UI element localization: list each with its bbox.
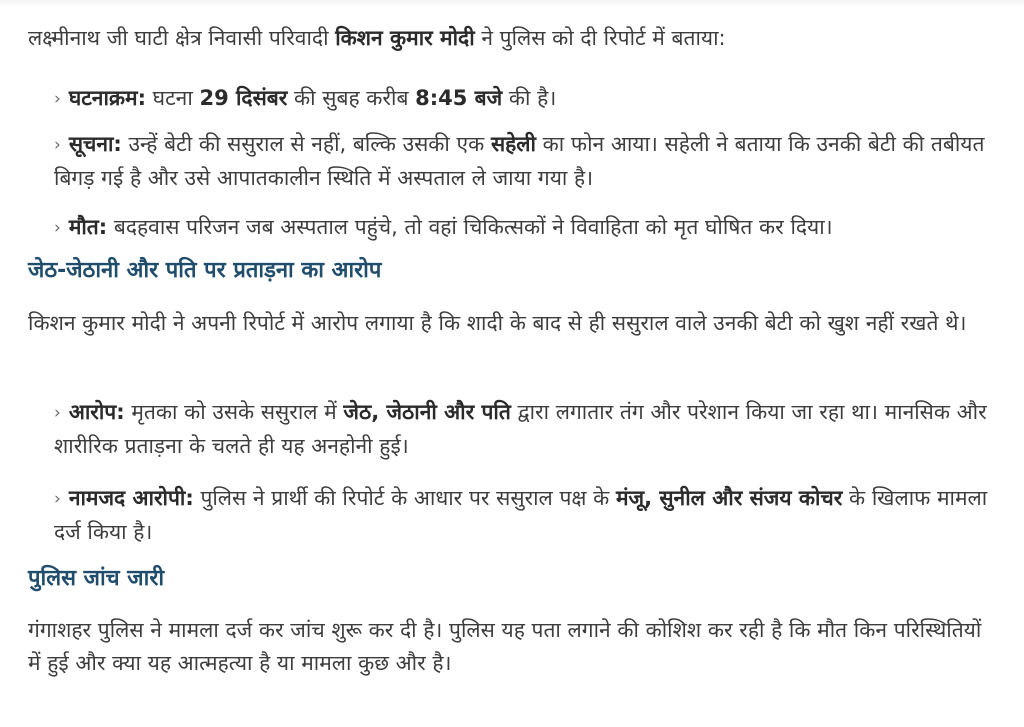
info-friend: सहेली: [490, 132, 536, 156]
info-label: सूचना:: [68, 132, 122, 156]
accused-text-2: के खिलाफ मामला दर्ज किया है।: [54, 486, 988, 544]
bullet-death: [54, 211, 994, 245]
section-heading-allegations: जेठ-जेठानी और पति पर प्रताड़ना का आरोप: [28, 258, 382, 283]
bullet-marker-icon: ›: [54, 218, 61, 238]
timeline-date: 29 दिसंबर: [199, 86, 288, 110]
timeline-text-2: की सुबह करीब: [287, 86, 416, 110]
investigation-paragraph: गंगाशहर पुलिस ने मामला दर्ज कर जांच शुरू कर दी है। पुलिस यह पता लगाने की कोशिश कर रही है कि मौत किन परिस्थितियों में हुई और क्या यह आत्महत्या है या मामला कुछ और है।: [28, 618, 982, 675]
intro-text-2: ने पुलिस को दी रिपोर्ट में बताया:: [474, 26, 726, 50]
allegation-paragraph: किशन कुमार मोदी ने अपनी रिपोर्ट में आरोप लगाया है कि शादी के बाद से ही ससुराल वाले उनकी बेटी को खुश नहीं रखते थे।: [28, 311, 967, 335]
intro-paragraph: [28, 22, 996, 55]
bullet-marker-icon: ›: [54, 89, 61, 109]
section-heading-investigation: पुलिस जांच जारी: [28, 566, 165, 591]
complainant-name: किशन कुमार मोदी: [335, 26, 475, 50]
allegation-label: आरोप:: [68, 400, 125, 424]
timeline-text-1: घटना: [146, 86, 200, 110]
accused-names: मंजू, सुनील और संजय कोचर: [615, 486, 843, 510]
intro-text-1: लक्ष्मीनाथ जी घाटी क्षेत्र निवासी परिवादी: [28, 26, 336, 50]
accused-label: नामजद आरोपी:: [68, 486, 194, 510]
accused-text-1: पुलिस ने प्रार्थी की रिपोर्ट के आधार पर ससुराल पक्ष के: [193, 486, 616, 510]
death-text: बदहवास परिजन जब अस्पताल पहुंचे, तो वहां चिकित्सकों ने विवाहिता को मृत घोषित कर दिया।: [107, 215, 833, 239]
allegation-text-2: द्वारा लगातार तंग और परेशान किया जा रहा था। मानसिक और शारीरिक प्रताड़ना के चलते ही यह अनहोनी हुई।: [54, 400, 987, 458]
allegation-accused-relations: जेठ, जेठानी और पति: [343, 400, 511, 424]
top-divider: [0, 0, 1024, 6]
bullet-accused: [54, 482, 994, 549]
timeline-time: 8:45 बजे: [415, 86, 503, 110]
bullet-marker-icon: ›: [54, 489, 61, 509]
info-text-2: का फोन आया। सहेली ने बताया कि उनकी बेटी की तबीयत बिगड़ गई है और उसे आपातकालीन स्थिति में अस्पताल ले जाया गया है।: [54, 132, 985, 190]
info-text-1: उन्हें बेटी की ससुराल से नहीं, बल्कि उसकी एक: [121, 132, 491, 156]
timeline-text-3: की है।: [502, 86, 557, 110]
allegation-text-1: मृतका को उसके ससुराल में: [124, 400, 344, 424]
bullet-info: [54, 128, 994, 195]
bullet-allegation: [54, 396, 994, 463]
bullet-timeline: [54, 82, 994, 116]
death-label: मौत:: [68, 215, 108, 239]
timeline-label: घटनाक्रम:: [68, 86, 146, 110]
bullet-marker-icon: ›: [54, 135, 61, 155]
bullet-marker-icon: ›: [54, 403, 61, 423]
